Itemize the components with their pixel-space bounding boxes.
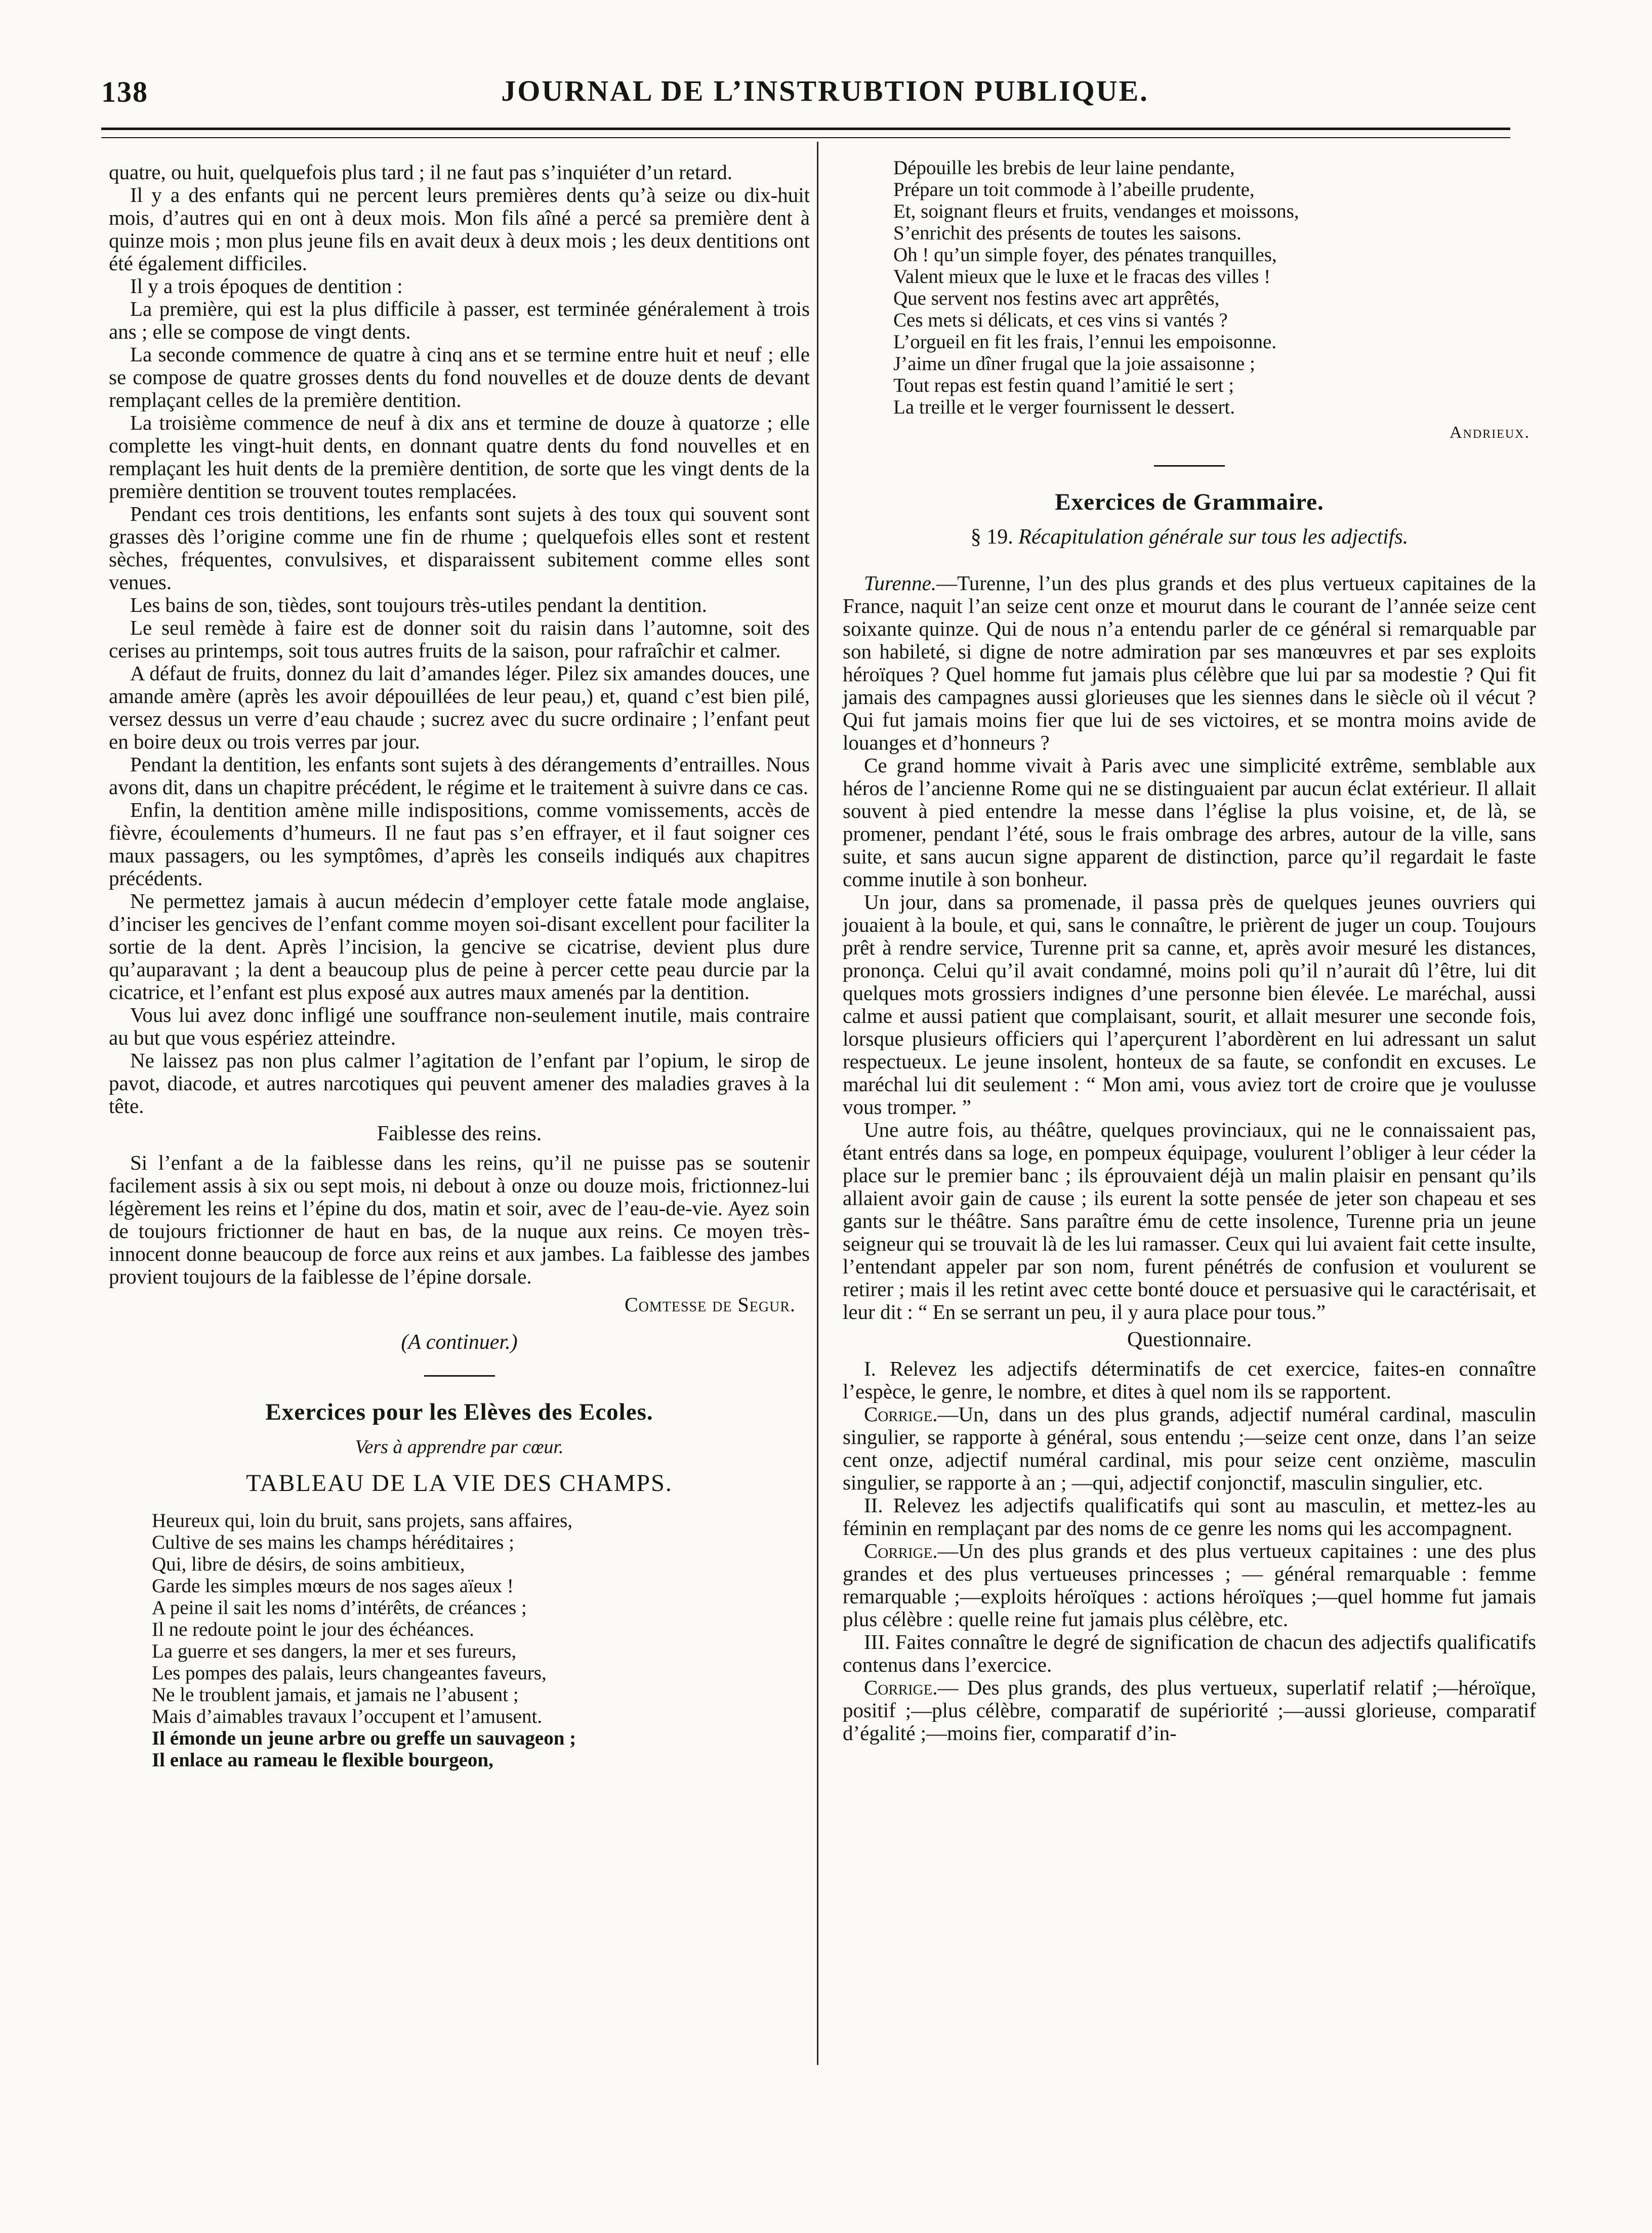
poem-line: Que servent nos festins avec art apprêtés,: [893, 287, 1220, 309]
paragraph: Pendant ces trois dentitions, les enfants sont sujets à des toux qui souvent sont grasses dès l’origine comme une fin de rhume ; quelquefois elles sont et restent sèches, fréquentes, convulsives, et disparaissent subitement comme elles sont venues.: [109, 502, 810, 594]
right-column: [843, 157, 1536, 1745]
questionnaire-title: Questionnaire.: [1127, 1328, 1252, 1351]
poem-line: Prépare un toit commode à l’abeille prudente,: [893, 179, 1255, 200]
poem-line: A peine il sait les noms d’intérêts, de créances ;: [152, 1597, 527, 1619]
paragraph: Pendant la dentition, les enfants sont sujets à des dérangements d’entrailles. Nous avons dit, dans un chapitre précédent, le régime et le traitement à suivre dans ce cas.: [109, 753, 810, 799]
paragraph-text: —Turenne, l’un des plus grands et des plus vertueux capitaines de la France, naquit l’an seize cent onze et mourut dans le courant de l’année seize cent soixante quinze. Qui de nous n’a entendu parler de ce général si remarquable par son habileté, si digne de notre admiration par ses manœuvres et par ses exploits héroïques ? Quel homme fut jamais plus célèbre que lui par sa modestie ? Qui fit jamais des campagnes aussi glorieuses que les siennes dans le siècle où il vécut ? Qui fut jamais moins fier que lui de ses victoires, et se montra moins avide de louanges et d’honneurs ?: [843, 571, 1536, 754]
section-divider: [1154, 465, 1225, 467]
turenne-label: Turenne.: [864, 571, 937, 595]
answer-text: —Un, dans un des plus grands, adjectif numéral cardinal, masculin singulier, se rapporte à général, sous entendu ;—seize cent onze, dans l’an seize cent onze, adjectif numéral cardinal, mis pour seize cent onzième, masculin singulier, se rapporte à an ; —qui, adjectif conjonctif, masculin singulier, etc.: [843, 1402, 1536, 1494]
poem-line: Ces mets si délicats, et ces vins si vantés ?: [893, 309, 1228, 331]
answer: [843, 1540, 1536, 1631]
corrige-label: Corrige.: [864, 1539, 938, 1562]
poem-line: Mais d’aimables travaux l’occupent et l’amusent.: [152, 1706, 543, 1727]
paragraph: Enfin, la dentition amène mille indispositions, comme vomissements, accès de fièvre, écoulements d’humeurs. Il ne faut pas s’en effrayer, et il faut soigner ces maux passagers, ou les symptômes, d’après les conseils indiqués aux chapitres précédents.: [109, 798, 810, 890]
lesson-heading: [843, 526, 1536, 549]
subheading: Faiblesse des reins.: [377, 1122, 542, 1145]
section-title: Exercices de Grammaire.: [1055, 489, 1324, 515]
corrige-label: Corrige.: [864, 1676, 938, 1699]
poem-continuation: [893, 157, 1536, 418]
answer: [843, 1403, 1536, 1494]
poem-line: Il ne redoute point le jour des échéances.: [152, 1619, 474, 1640]
question: II. Relevez les adjectifs qualificatifs qui sont au masculin, et mettez-les au féminin en remplaçant par des noms de ce genre les noms qui les accompagnent.: [843, 1494, 1536, 1540]
section-divider: [424, 1375, 495, 1377]
column-divider: [817, 142, 818, 2065]
poem-line: Dépouille les brebis de leur laine pendante,: [893, 157, 1235, 179]
section-subtitle: Vers à apprendre par cœur.: [355, 1436, 564, 1458]
author-signature: Comtesse de Segur.: [624, 1293, 796, 1316]
answer-text: —Un des plus grands et des plus vertueux capitaines : une des plus grandes et des plus vertueuses princesses ; — général remarquable : femme remarquable ;—exploits héroïques : actions héroïques ;—quel homme fut jamais plus célèbre : quelle reine fut jamais plus célèbre, etc.: [843, 1539, 1536, 1631]
lesson-title: Récapitulation générale sur tous les adjectifs.: [1018, 525, 1409, 549]
page-number: 138: [101, 75, 148, 108]
paragraph: Si l’enfant a de la faiblesse dans les reins, qu’il ne puisse pas se soutenir facilement assis à six ou sept mois, ni debout à onze ou douze mois, frictionnez-lui légèrement les reins et l’épine du dos, matin et soir, avec de l’eau-de-vie. Ayez soin de toujours frictionner de haut en bas, de la nuque aux reins. Ce moyen très-innocent donne beaucoup de force aux reins et aux jambes. La faiblesse des jambes provient toujours de la faiblesse de l’épine dorsale.: [109, 1151, 810, 1288]
poem-line: Ne le troublent jamais, et jamais ne l’abusent ;: [152, 1684, 519, 1706]
question: III. Faites connaître le degré de signification de chacun des adjectifs qualificatifs contenus dans l’exercice.: [843, 1630, 1536, 1676]
paragraph: Une autre fois, au théâtre, quelques provinciaux, qui ne le connaissaient pas, étant entrés dans sa loge, en pompeux équipage, voulurent l’obliger à leur céder la place sur le premier banc ; ils éprouvaient déjà un malin plaisir en pensant qu’ils allaient avoir gain de cause ; ils eurent la sotte pensée de jeter son chapeau et ses gants sur le théâtre. Sans paraître ému de cette insolence, Turenne pria un jeune seigneur qui se trouvait là de les lui ramasser. Ceux qui lui avaient fait cette insulte, l’entendant appeler par son nom, furent pénétrés de confusion et voulurent se retirer ; mais il les retint avec cette bonté douce et persuasive qui le caractérisait, et leur dit : “ En se serrant un peu, il y aura place pour tous.”: [843, 1118, 1536, 1324]
paragraph: Il y a des enfants qui ne percent leurs premières dents qu’à seize ou dix-huit mois, d’autres qui en ont à deux mois. Mon fils aîné a percé sa première dent à quinze mois ; mon plus jeune fils en avait deux à deux mois ; les deux dentitions ont été également difficiles.: [109, 183, 810, 275]
poem-title: TABLEAU DE LA VIE DES CHAMPS.: [246, 1470, 673, 1497]
poem-line: S’enrichit des présents de toutes les saisons.: [893, 222, 1242, 244]
poem-line: Garde les simples mœurs de nos sages aïeux !: [152, 1575, 514, 1597]
answer: [843, 1676, 1536, 1745]
paragraph: Vous lui avez donc infligé une souffrance non-seulement inutile, mais contraire au but que vous espériez atteindre.: [109, 1003, 810, 1049]
continued-note: (A continuer.): [401, 1331, 518, 1354]
paragraph: [843, 572, 1536, 754]
answer-text: — Des plus grands, des plus vertueux, superlatif relatif ;—héroïque, positif ;—plus célèbre, comparatif de supériorité ;—aussi glorieuse, comparatif d’égalité ;—moins fier, comparatif d’in-: [843, 1676, 1536, 1745]
paragraph: La première, qui est la plus difficile à passer, est terminée généralement à trois ans ; elle se compose de vingt dents.: [109, 297, 810, 343]
section-title: Exercices pour les Elèves des Ecoles.: [265, 1399, 653, 1425]
poem-line: La guerre et ses dangers, la mer et ses fureurs,: [152, 1640, 517, 1662]
poem-line: Heureux qui, loin du bruit, sans projets, sans affaires,: [152, 1510, 573, 1532]
paragraph: La seconde commence de quatre à cinq ans et se termine entre huit et neuf ; elle se compose de quatre grosses dents du fond nouvelles et de douze dents de devant remplaçant celles de la première dentition.: [109, 343, 810, 411]
poem: [152, 1510, 810, 1771]
poem-line: Cultive de ses mains les champs héréditaires ;: [152, 1532, 514, 1553]
paragraph: La troisième commence de neuf à dix ans et termine de douze à quatorze ; elle complette les vingt-huit dents, en donnant quatre dents du fond nouvelles et en remplaçant les huit dents de la première dentition, de sorte que les vingt dents de la première dentition se trouvent toutes remplacées.: [109, 411, 810, 503]
paragraph: Ne laissez pas non plus calmer l’agitation de l’enfant par l’opium, le sirop de pavot, diacode, et autres narcotiques qui peuvent amener des maladies graves à la tête.: [109, 1049, 810, 1118]
poem-line: Valent mieux que le luxe et le fracas des villes !: [893, 266, 1271, 287]
poem-signature: Andrieux.: [1449, 423, 1530, 442]
corrige-label: Corrige.: [864, 1402, 938, 1426]
poem-line: J’aime un dîner frugal que la joie assaisonne ;: [893, 353, 1255, 375]
question: I. Relevez les adjectifs déterminatifs de cet exercice, faites-en connaître l’espèce, le genre, le nombre, et dites à quel nom ils se rapportent.: [843, 1357, 1536, 1403]
poem-line: Oh ! qu’un simple foyer, des pénates tranquilles,: [893, 244, 1277, 266]
paragraph: quatre, ou huit, quelquefois plus tard ; il ne faut pas s’inquiéter d’un retard.: [109, 160, 732, 184]
poem-line: L’orgueil en fit les frais, l’ennui les empoisonne.: [893, 331, 1277, 353]
poem-line: Il émonde un jeune arbre ou greffe un sauvageon ;: [152, 1727, 576, 1749]
left-column: [109, 161, 810, 1771]
poem-line: Et, soignant fleurs et fruits, vendanges et moissons,: [893, 200, 1299, 222]
header-rule: [101, 128, 1510, 138]
poem-line: Il enlace au rameau le flexible bourgeon,: [152, 1749, 493, 1771]
paragraph: Un jour, dans sa promenade, il passa près de quelques jeunes ouvriers qui jouaient à la boule, et qui, sans le connaître, le prièrent de juger un coup. Toujours prêt à rendre service, Turenne prit sa canne, et, après avoir mesuré les distances, prononça. Celui qu’il avait condamné, moins poli qu’il n’aurait dû l’être, lui dit quelques mots grossiers indignes d’une personne bien élevée. Le maréchal, aussi calme et aussi patient que complaisant, sourit, et allait mesurer une seconde fois, lorsque plusieurs officiers qui l’aperçurent l’abordèrent en lui adressant un salut respectueux. Le jeune insolent, honteux de sa faute, se confondit en excuses. Le maréchal lui dit seulement : “ Mon ami, vous aviez tort de croire que je voulusse vous tromper. ”: [843, 890, 1536, 1119]
paragraph: A défaut de fruits, donnez du lait d’amandes léger. Pilez six amandes douces, une amande amère (après les avoir dépouillées de leur peau,) et, quand c’est bien pilé, versez dessus un verre d’eau chaude ; sucrez avec du sucre ordinaire ; l’enfant peut en boire deux ou trois verres par jour.: [109, 661, 810, 753]
poem-line: La treille et le verger fournissent le dessert.: [893, 396, 1235, 418]
paragraph: Ne permettez jamais à aucun médecin d’employer cette fatale mode anglaise, d’inciser les gencives de l’enfant comme moyen soi-disant excellent pour faciliter la sortie de la dent. Après l’incision, la gencive se cicatrise, devient plus dure qu’auparavant ; la dent a beaucoup plus de peine à percer cette peau durcie par la cicatrice, et l’enfant est plus exposé aux autres maux amenés par la dentition.: [109, 889, 810, 1004]
poem-line: Qui, libre de désirs, de soins ambitieux,: [152, 1553, 465, 1575]
paragraph: Il y a trois époques de dentition :: [130, 274, 403, 298]
paragraph: Ce grand homme vivait à Paris avec une simplicité extrême, semblable aux héros de l’ancienne Rome qui ne se distinguaient par aucun éclat extérieur. Il allait souvent à pied entendre la messe dans l’église la plus voisine, et, de là, se promener, pendant l’été, sous le frais ombrage des arbres, autour de la ville, sans suite, et sans aucun signe apparent de distinction, parce qu’il regardait le faste comme inutile à son bonheur.: [843, 754, 1536, 891]
poem-line: Les pompes des palais, leurs changeantes faveurs,: [152, 1662, 547, 1684]
lesson-number: § 19.: [970, 525, 1013, 549]
running-title: JOURNAL DE L’INSTRUBTION PUBLIQUE.: [501, 74, 1149, 107]
paragraph: Les bains de son, tièdes, sont toujours très-utiles pendant la dentition.: [130, 593, 707, 616]
poem-line: Tout repas est festin quand l’amitié le sert ;: [893, 375, 1234, 396]
paragraph: Le seul remède à faire est de donner soit du raisin dans l’automne, soit des cerises au printemps, soit tous autres fruits de la saison, pour rafraîchir et calmer.: [109, 616, 810, 662]
